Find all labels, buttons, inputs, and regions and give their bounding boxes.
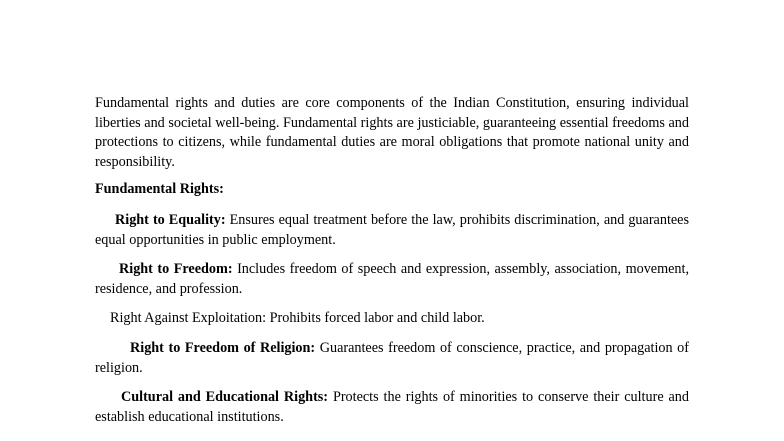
right-term: Right to Freedom of Religion:	[130, 339, 316, 356]
right-description: Ensures equal treatment before the law, prohibits discrimination, and guarantees equal opportunities in public employment.	[95, 211, 689, 248]
right-term: Right to Freedom:	[119, 261, 233, 278]
document-body	[95, 94, 689, 437]
right-to-freedom-of-religion-item	[95, 339, 689, 378]
right-to-equality-item	[95, 211, 689, 250]
right-term: Right to Equality:	[115, 211, 226, 228]
right-against-exploitation-item	[95, 309, 689, 329]
right-term: Cultural and Educational Rights:	[121, 389, 329, 406]
right-to-freedom-item	[95, 260, 689, 299]
section-heading-fundamental-rights: Fundamental Rights:	[95, 181, 224, 198]
intro-paragraph: Fundamental rights and duties are core components of the Indian Constitution, ensuring individual liberties and societal well-being. Fundamental rights are justiciable, guaranteeing essential freedoms and protections to citizens, while fundamental duties are moral obligations that promote national unity and responsibility.	[95, 95, 689, 170]
cultural-and-educational-rights-item	[95, 388, 689, 427]
right-description: Includes freedom of speech and expression, assembly, association, movement, residence, and profession.	[95, 261, 690, 297]
right-description: Right Against Exploitation: Prohibits forced labor and child labor.	[110, 310, 485, 327]
right-description: Protects the rights of minorities to conserve their culture and establish educational institutions.	[95, 389, 689, 425]
right-description: Guarantees freedom of conscience, practice, and propagation of religion.	[95, 339, 689, 376]
